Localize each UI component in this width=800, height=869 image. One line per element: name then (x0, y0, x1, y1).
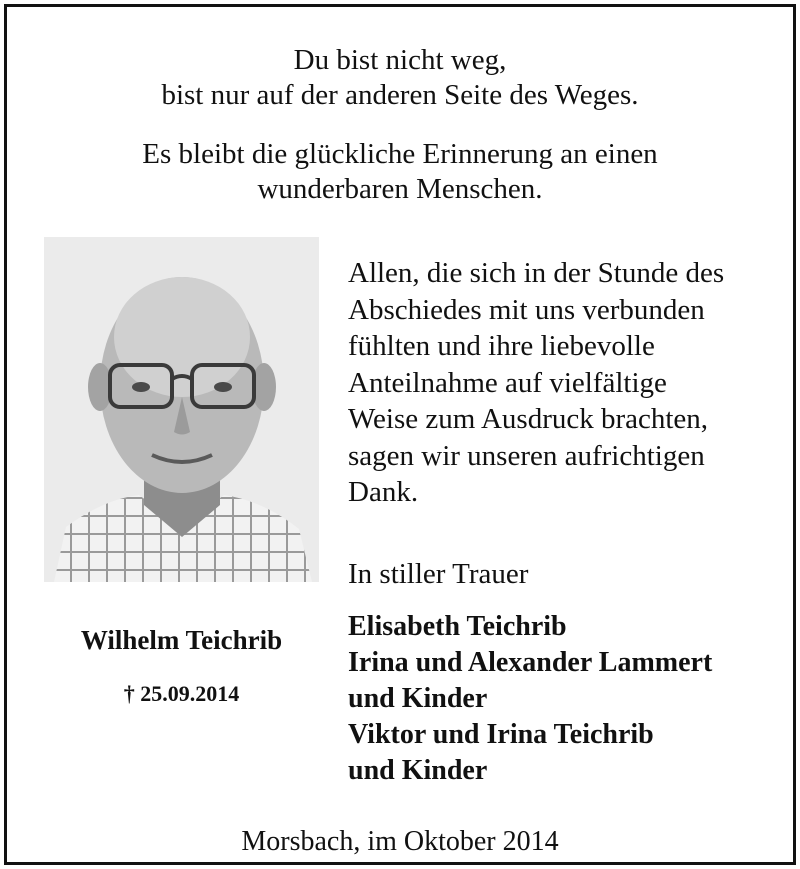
family-names (348, 609, 798, 789)
place-and-date: Morsbach, im Oktober 2014 (241, 826, 559, 857)
death-date: † 25.09.2014 (123, 681, 240, 706)
family-line: Irina und Alexander Lammert (348, 647, 713, 678)
thanks-line: Abschiedes mit uns verbunden (348, 293, 705, 326)
verse-line: Du bist nicht weg, (293, 44, 507, 76)
verse-block-2 (7, 137, 793, 207)
family-line: Elisabeth Teichrib (348, 611, 567, 642)
family-line: Viktor und Irina Teichrib (348, 719, 654, 750)
mourning-phrase: In stiller Trauer (348, 558, 529, 590)
thanks-line: Dank. (348, 476, 419, 508)
thanks-line: Anteilnahme auf vielfältige (348, 366, 667, 399)
thanks-line: fühlten und ihre liebevolle (348, 330, 655, 362)
verse-line: Es bleibt die glückliche Erinnerung an einen (142, 138, 658, 170)
thanks-line: Weise zum Ausdruck brachten, (348, 403, 709, 435)
verse-line: bist nur auf der anderen Seite des Weges. (161, 79, 639, 111)
family-line: und Kinder (348, 683, 488, 714)
obituary-frame (4, 4, 796, 865)
thanks-line: Allen, die sich in der Stunde des (348, 257, 725, 289)
portrait-illustration (44, 237, 319, 582)
portrait-photo (44, 237, 319, 582)
deceased-name: Wilhelm Teichrib (80, 625, 283, 655)
thanks-line: sagen wir unseren aufrichtigen (348, 439, 705, 472)
verse-block-1 (7, 43, 793, 113)
thanks-text (348, 255, 788, 511)
verse-line: wunderbaren Menschen. (257, 173, 543, 205)
family-line: und Kinder (348, 755, 488, 786)
